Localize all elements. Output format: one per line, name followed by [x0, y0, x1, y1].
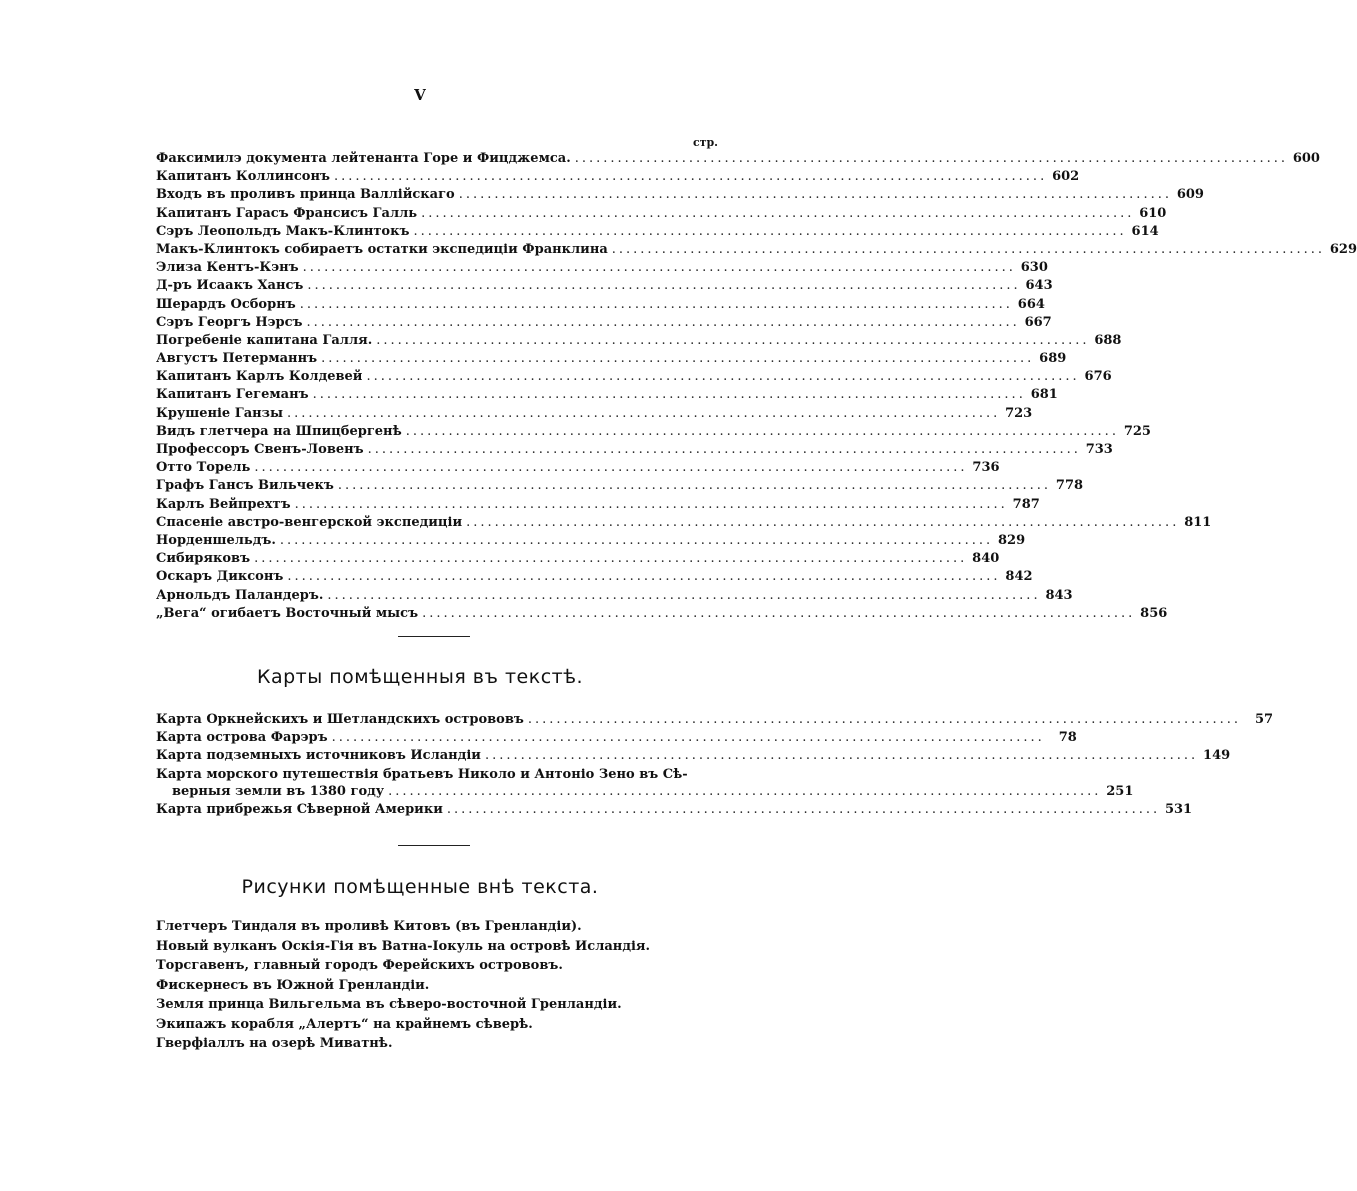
map-entry-first-line: Карта морского путешествія братьевъ Николо и Антоніо Зено въ Сѣ- — [156, 766, 688, 782]
entry-page: 629 — [1329, 241, 1357, 257]
dot-leader: .................................................................................................... — [294, 496, 1008, 512]
entry-page: 149 — [1203, 748, 1231, 764]
illustration-entry — [156, 296, 1045, 314]
dot-leader: .................................................................................................... — [376, 332, 1090, 348]
entry-title: Д-ръ Исаакъ Хансъ — [156, 278, 304, 294]
dot-leader: .................................................................................................... — [333, 169, 1048, 185]
dot-leader: .................................................................................................... — [366, 369, 1080, 385]
entry-page: 688 — [1094, 332, 1122, 348]
entry-title: Входъ въ проливъ принца Валлійскаго — [156, 187, 455, 203]
entry-page: 610 — [1139, 205, 1167, 221]
entry-page: 829 — [997, 532, 1026, 548]
entry-page: 733 — [1085, 442, 1113, 457]
map-entry — [156, 783, 1134, 801]
section-divider — [398, 845, 470, 846]
entry-title: Видъ глетчера на Шпицбергенѣ — [156, 423, 402, 439]
entry-page: 725 — [1123, 423, 1151, 439]
entry-title: Капитанъ Коллинсонъ — [156, 169, 330, 185]
entry-title: Капитанъ Гегеманъ — [156, 387, 309, 403]
entry-page: 600 — [1292, 151, 1320, 166]
entry-page: 723 — [1005, 405, 1033, 421]
dot-leader: .................................................................................................... — [413, 223, 1127, 239]
dot-leader: .................................................................................................... — [421, 205, 1135, 221]
illustration-entry — [156, 241, 1357, 259]
dot-leader: .................................................................................................... — [286, 405, 1001, 421]
maps-section-heading: Карты помѣщенныя въ текстѣ. — [256, 666, 584, 688]
entry-page: 531 — [1164, 801, 1193, 817]
dot-leader: .................................................................................................... — [484, 748, 1199, 764]
entry-title: Погребеніе капитана Галля. — [156, 332, 373, 348]
entry-title: Сэръ Георгъ Нэрсъ — [156, 314, 303, 330]
plate-entry: Глетчеръ Тиндаля въ проливѣ Китовъ (въ Гренландіи). — [156, 919, 582, 934]
dot-leader: .................................................................................................... — [327, 587, 1041, 603]
dot-leader: .................................................................................................... — [321, 351, 1035, 367]
plate-entry: Экипажъ корабля „Алертъ“ на крайнемъ сѣверѣ. — [156, 1016, 533, 1032]
entry-page: 811 — [1184, 514, 1212, 530]
entry-title: Капитанъ Гарасъ Франсисъ Галль — [156, 205, 418, 221]
entry-page: 787 — [1012, 496, 1040, 512]
entry-title: Арнольдъ Паландеръ. — [156, 587, 324, 603]
dot-leader: .................................................................................................... — [279, 532, 994, 548]
entry-title: Сибиряковъ — [156, 551, 251, 567]
plate-entry: Новый вулканъ Оскія-Гія въ Ватна-Іокуль на островѣ Исландія. — [156, 938, 651, 954]
illustration-entry — [156, 441, 1113, 459]
illustration-entry — [156, 386, 1058, 404]
entry-title: Шерардъ Осборнъ — [156, 296, 296, 312]
entry-page: 689 — [1039, 351, 1067, 367]
entry-title: Элиза Кентъ-Кэнъ — [156, 260, 299, 276]
entry-page: 664 — [1017, 296, 1045, 312]
dot-leader: .................................................................................................... — [254, 551, 968, 567]
dot-leader: .................................................................................................... — [299, 296, 1013, 312]
entry-page: 676 — [1084, 369, 1112, 385]
map-entry — [156, 747, 1231, 765]
illustration-entry — [156, 168, 1080, 186]
map-entry — [156, 729, 1077, 747]
dot-leader: .................................................................................................... — [367, 442, 1081, 457]
section-divider — [398, 636, 470, 637]
entry-page: 251 — [1106, 783, 1134, 799]
entry-page: 630 — [1020, 260, 1048, 276]
page-number: V — [414, 86, 426, 104]
map-entry — [156, 801, 1193, 819]
illustration-entry — [156, 259, 1048, 277]
illustration-entry — [156, 277, 1053, 295]
plates-section-heading: Рисунки помѣщенные внѣ текста. — [241, 876, 599, 898]
dot-leader: .................................................................................................... — [527, 712, 1242, 727]
illustration-entry — [156, 332, 1122, 350]
entry-page: 681 — [1030, 387, 1058, 403]
illustrations-list — [156, 150, 1357, 623]
entry-title: Профессоръ Свенъ-Ловенъ — [156, 442, 364, 457]
dot-leader: .................................................................................................... — [312, 387, 1026, 403]
dot-leader: .................................................................................................... — [422, 605, 1136, 621]
entry-title: Факсимилэ документа лейтенанта Горе и Фицджемса. — [156, 151, 571, 166]
illustration-entry — [156, 186, 1204, 204]
entry-title: Карта Оркнейскихъ и Шетландскихъ острововъ — [156, 712, 524, 727]
map-entry — [156, 711, 1274, 729]
illustration-entry — [156, 205, 1167, 223]
entry-title: Августъ Петерманнъ — [156, 351, 318, 367]
dot-leader: .................................................................................................... — [331, 730, 1045, 746]
dot-leader: .................................................................................................... — [306, 314, 1020, 330]
entry-page: 736 — [972, 460, 1000, 476]
illustration-entry — [156, 568, 1033, 586]
illustration-entry — [156, 605, 1168, 623]
entry-page: 614 — [1131, 223, 1159, 239]
plate-entry: Земля принца Вильгельма въ сѣверо-восточной Гренландіи. — [156, 997, 622, 1012]
entry-page: 856 — [1140, 605, 1168, 621]
dot-leader: .................................................................................................... — [302, 260, 1016, 276]
dot-leader: .................................................................................................... — [337, 478, 1052, 494]
entry-title: Отто Торель — [156, 460, 251, 476]
entry-title: Карта подземныхъ источниковъ Исландіи — [156, 748, 481, 764]
illustration-entry — [156, 459, 1000, 477]
entry-title: Графъ Гансъ Вильчекъ — [156, 478, 334, 494]
illustration-entry — [156, 550, 1000, 568]
plate-entry: Гверфіаллъ на озерѣ Миватнѣ. — [156, 1036, 393, 1051]
dot-leader: .................................................................................................... — [287, 569, 1001, 585]
entry-title: Макъ-Клинтокъ собираетъ остатки экспедиціи Франклина — [156, 241, 608, 257]
illustration-entry — [156, 514, 1212, 532]
entry-title: Спасеніе австро-венгерской экспедиціи — [156, 514, 463, 530]
dot-leader: .................................................................................................... — [574, 151, 1288, 166]
illustration-entry — [156, 496, 1040, 514]
illustration-entry — [156, 532, 1026, 550]
entry-title: верныя земли въ 1380 году — [172, 783, 385, 799]
maps-list — [156, 711, 1274, 819]
dot-leader: .................................................................................................... — [466, 514, 1180, 530]
entry-title: Карта острова Фарэръ — [156, 730, 328, 746]
entry-page: 840 — [972, 551, 1000, 567]
plates-list — [156, 917, 718, 1054]
dot-leader: .................................................................................................... — [405, 423, 1119, 439]
entry-page: 609 — [1176, 187, 1204, 203]
illustration-entry — [156, 314, 1052, 332]
dot-leader: .................................................................................................... — [611, 241, 1325, 257]
entry-page: 667 — [1024, 314, 1052, 330]
entry-page: 843 — [1045, 587, 1073, 603]
dot-leader: .................................................................................................... — [388, 783, 1102, 799]
entry-title: Карта прибрежья Сѣверной Америки — [156, 801, 443, 817]
entry-page: 842 — [1005, 569, 1033, 585]
dot-leader: .................................................................................................... — [446, 801, 1161, 817]
illustration-entry — [156, 405, 1033, 423]
dot-leader: .................................................................................................... — [458, 187, 1172, 203]
entry-title: „Вега“ огибаетъ Восточный мысъ — [156, 605, 419, 621]
illustration-entry — [156, 350, 1067, 368]
entry-page: 57 — [1254, 712, 1274, 727]
entry-title: Сэръ Леопольдъ Макъ-Клинтокъ — [156, 223, 410, 239]
entry-page: 78 — [1058, 730, 1077, 746]
plate-entry: Торсгавенъ, главный городъ Ферейскихъ острововъ. — [156, 958, 563, 973]
plate-entry: Фискернесъ въ Южной Гренландіи. — [156, 977, 430, 993]
illustration-entry — [156, 150, 1320, 168]
illustration-entry — [156, 423, 1151, 441]
entry-page: 643 — [1025, 278, 1053, 294]
entry-title: Карлъ Вейпрехтъ — [156, 496, 291, 512]
illustration-entry — [156, 368, 1112, 386]
entry-page: 778 — [1055, 478, 1084, 494]
entry-page: 602 — [1052, 169, 1080, 185]
entry-title: Крушеніе Ганзы — [156, 405, 283, 421]
illustration-entry — [156, 223, 1159, 241]
illustration-entry — [156, 477, 1084, 495]
entry-title: Капитанъ Карлъ Колдевей — [156, 369, 363, 385]
entry-title: Оскаръ Диксонъ — [156, 569, 284, 585]
dot-leader: .................................................................................................... — [254, 460, 968, 476]
entry-title: Норденшельдъ. — [156, 532, 276, 548]
illustration-entry — [156, 587, 1073, 605]
page-column-label: стр. — [692, 136, 718, 149]
dot-leader: .................................................................................................... — [307, 278, 1021, 294]
